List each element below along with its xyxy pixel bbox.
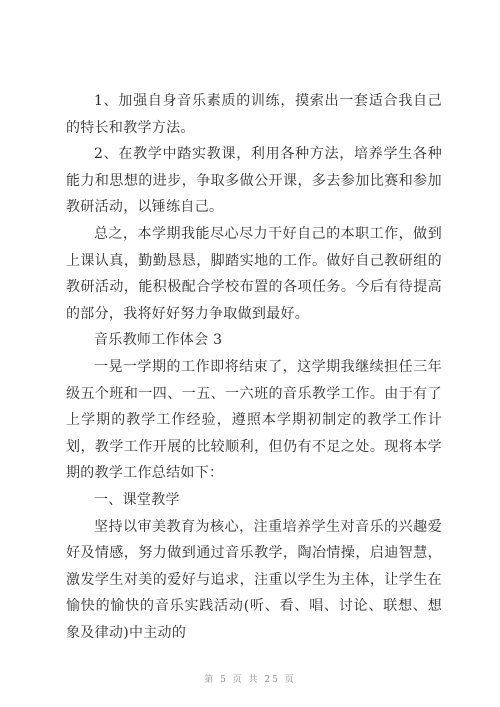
paragraph-5: 坚持以审美教育为核心，注重培养学生对音乐的兴趣爱好及情感，努力做到通过音乐教学，陶冶情操，启迪智慧，激发学生对美的爱好与追求，注重以学生为主体，让学生在愉快的愉快的音乐实践活动(听、看、唱、讨论、联想、想象及律动)中主动的	[66, 518, 442, 641]
page-number-footer: 第 5 页 共 25 页	[204, 675, 296, 685]
paragraph-4: 一晃一学期的工作即将结束了，这学期我继续担任三年级五个班和一四、一五、一六班的音乐教学工作。由于有了上学期的教学工作经验，遵照本学期初制定的教学工作计划，教学工作开展的比较顺利，但仍有不足之处。现将本学期的教学工作总结如下：	[66, 358, 442, 482]
paragraph-1: 1、加强自身音乐素质的训练，摸索出一套适合我自己的特长和教学方法。	[66, 93, 442, 136]
paragraph-3: 总之，本学期我能尽心尽力干好自己的本职工作，做到上课认真，勤勤恳恳，脚踏实地的工作。做好自己教研组的教研活动，能积极配合学校布置的各项任务。今后有待提高的部分，我将好好努力争取做到最好。	[66, 225, 442, 322]
document-body	[66, 88, 442, 646]
section-title: 音乐教师工作体会 3	[94, 332, 223, 349]
paragraph-2: 2、在教学中踏实教课，利用各种方法，培养学生各种能力和思想的进步，争取多做公开课，多去参加比赛和参加教研活动，以锤练自己。	[66, 146, 442, 216]
section-heading: 一、课堂教学	[94, 491, 180, 508]
